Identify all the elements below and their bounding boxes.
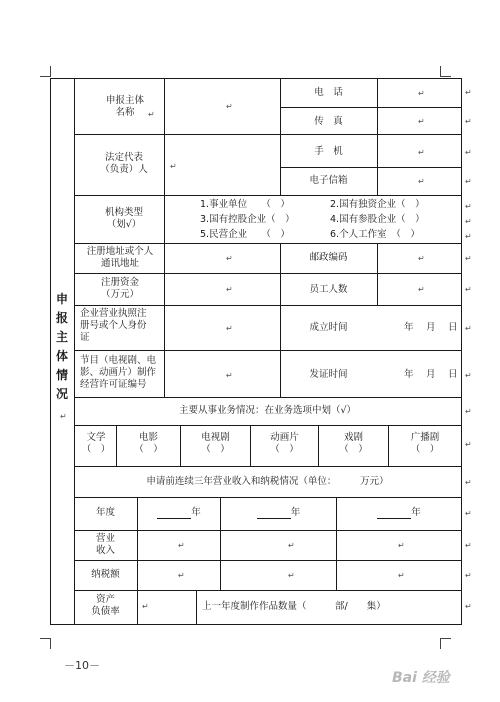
applicant-name-label-line: 申报主体 [105, 95, 144, 106]
license-label-line: 证 [80, 332, 90, 343]
business-option-mark: （ ） [339, 444, 368, 455]
business-option-name: 动画片 [270, 432, 299, 443]
year-suffix: 年 [290, 507, 301, 518]
year-blank [157, 508, 191, 519]
permit-label-line: 节目（电视剧、电 [80, 355, 157, 366]
org-type-option-1[interactable]: 1.事业单位 （ ） [200, 199, 290, 210]
margin-mark: ↵ [465, 285, 472, 294]
applicant-name-label-line: 名称 [115, 107, 135, 118]
org-type-option-3[interactable]: 3.国有控股企业（ ） [200, 214, 295, 225]
year-suffix: 年 [191, 507, 201, 518]
margin-mark: ↵ [465, 440, 472, 449]
business-option-name: 广播剧 [410, 432, 440, 443]
founded-date-field[interactable]: 年 月 日 [404, 322, 458, 333]
debt-ratio-label [74, 594, 137, 618]
works-count-field[interactable]: 上一年度制作作品数量（ 部/ 集） [202, 601, 386, 612]
business-option-radio-drama[interactable] [389, 432, 461, 456]
section-title-char: 申 [55, 292, 68, 306]
org-type-label-line: 机构类型 [104, 207, 143, 218]
business-option-mark: （ ） [410, 444, 440, 455]
section-title-applicant-info [50, 290, 74, 404]
postcode-label: 邮政编码 [309, 252, 348, 263]
business-option-name: 文学 [86, 432, 106, 443]
margin-mark: ↵ [465, 571, 472, 580]
crop-mark-bottom-right [440, 638, 451, 649]
revenue-label [74, 533, 137, 557]
fax-field-mark: ↵ [418, 117, 425, 126]
page-number: －10－ [64, 659, 100, 672]
business-option-mark: （ ） [270, 444, 299, 455]
revenue-label-line: 收入 [95, 545, 115, 556]
license-label-line: 企业营业执照注 [80, 308, 147, 319]
license-label [80, 308, 147, 344]
business-option-tv-drama[interactable] [181, 432, 250, 456]
section-title-char: 情 [55, 368, 68, 382]
address-label [76, 246, 164, 270]
fax-label: 传 真 [314, 116, 343, 127]
address-label-line: 注册地址或个人 [86, 246, 154, 257]
staff-label: 员工人数 [309, 284, 348, 295]
legal-rep-label-line: 法定代表 [104, 152, 143, 163]
margin-mark: ↵ [465, 202, 472, 211]
revenue-field-2[interactable] [221, 531, 336, 560]
debt-ratio-label-line: 资产 [95, 594, 115, 605]
section-title-char: 主 [55, 330, 68, 344]
margin-mark: ↵ [465, 232, 472, 241]
crop-mark-bottom-left [40, 638, 51, 649]
margin-mark: ↵ [465, 509, 472, 518]
margin-mark: ↵ [465, 88, 472, 97]
section-return-mark: ↵ [60, 412, 67, 421]
margin-mark: ↵ [465, 117, 472, 126]
revenue-label-line: 营业 [95, 533, 115, 544]
issue-date-field[interactable]: 年 月 日 [404, 369, 458, 380]
year-blank [377, 508, 411, 519]
tax-field-1-mark: ↵ [178, 571, 185, 580]
margin-mark: ↵ [465, 541, 472, 550]
org-type-label-line: （划√） [106, 219, 142, 230]
org-type-option-4[interactable]: 4.国有参股企业（ ） [330, 214, 425, 225]
tax-label: 纳税额 [91, 569, 120, 580]
phone-label: 电 话 [314, 87, 343, 98]
phone-field-mark: ↵ [418, 89, 425, 98]
margin-mark: ↵ [465, 407, 472, 416]
business-option-literature[interactable] [76, 432, 116, 456]
mobile-field-mark: ↵ [418, 148, 425, 157]
capital-field-mark: ↵ [226, 285, 233, 294]
legal-rep-label-line: （负责）人 [100, 164, 148, 175]
email-field-mark: ↵ [418, 177, 425, 186]
email-label: 电子信箱 [309, 175, 348, 186]
debt-ratio-field-mark: ↵ [142, 602, 149, 611]
section-title-char: 报 [55, 311, 68, 325]
applicant-name-label-mark: ↵ [148, 110, 155, 119]
business-heading: 主要从事业务情况：在业务选项中划（√） [178, 405, 357, 416]
address-field-mark: ↵ [226, 254, 233, 263]
legal-rep-field[interactable] [165, 135, 279, 195]
business-option-name: 戏剧 [343, 432, 363, 443]
margin-mark: ↵ [465, 148, 472, 157]
crop-mark-top-right [440, 66, 451, 77]
watermark: Bai 经验 [392, 670, 450, 686]
tax-field-2[interactable] [221, 561, 336, 590]
postcode-field-mark: ↵ [418, 254, 425, 263]
mobile-label: 手 机 [314, 146, 343, 157]
business-option-animation[interactable] [251, 432, 318, 456]
permit-label [80, 355, 156, 391]
section-title-char: 体 [55, 349, 68, 363]
permit-label-line: 影、动画片）制作 [80, 367, 157, 378]
permit-field[interactable] [165, 351, 279, 397]
year-field-1[interactable] [138, 507, 220, 519]
crop-mark-top-left [40, 66, 51, 77]
permit-label-line: 经营许可证编号 [80, 379, 147, 390]
revenue-field-3-mark: ↵ [398, 541, 405, 550]
org-type-option-2[interactable]: 2.国有独资企业（ ） [330, 199, 425, 210]
issue-date-label: 发证时间 [309, 369, 348, 380]
margin-mark: ↵ [465, 602, 472, 611]
year-label: 年度 [95, 507, 115, 518]
business-option-theater[interactable] [319, 432, 388, 456]
license-field[interactable] [165, 306, 279, 350]
org-type-option-6[interactable]: 6.个人工作室 （ ） [330, 229, 420, 240]
business-option-name: 电视剧 [201, 432, 230, 443]
section-title-char: 况 [55, 387, 68, 401]
legal-rep-label [86, 152, 162, 176]
revenue-heading: 申请前连续三年营业收入和纳税情况（单位： 万元） [146, 476, 389, 487]
tax-field-3-mark: ↵ [398, 571, 405, 580]
year-suffix: 年 [411, 507, 421, 518]
year-field-3[interactable] [337, 507, 461, 519]
capital-label-line: 注册资金 [100, 277, 139, 288]
staff-field-mark: ↵ [418, 285, 425, 294]
business-option-mark: （ ） [134, 444, 163, 455]
margin-mark: ↵ [465, 177, 472, 186]
margin-mark: ↵ [465, 217, 472, 226]
permit-field-mark: ↵ [226, 371, 233, 380]
legal-rep-field-mark: ↵ [170, 162, 177, 171]
address-label-line: 通讯地址 [100, 258, 139, 269]
org-type-label [86, 207, 162, 231]
applicant-name-field-mark: ↵ [226, 102, 233, 111]
year-field-2[interactable] [221, 507, 336, 519]
business-option-mark: （ ） [201, 444, 230, 455]
capital-label [76, 277, 164, 301]
founded-label: 成立时间 [309, 322, 348, 333]
org-type-option-5[interactable]: 5.民营企业 （ ） [200, 229, 290, 240]
tax-field-2-mark: ↵ [288, 571, 295, 580]
business-option-name: 电影 [138, 432, 158, 443]
revenue-field-1-mark: ↵ [178, 541, 185, 550]
applicant-name-field[interactable] [165, 79, 279, 134]
margin-mark: ↵ [465, 324, 472, 333]
debt-ratio-label-line: 负债率 [91, 606, 120, 617]
margin-mark: ↵ [465, 371, 472, 380]
business-option-mark: （ ） [81, 444, 111, 455]
year-blank [257, 508, 291, 519]
capital-field[interactable] [165, 274, 279, 305]
address-field[interactable] [165, 244, 279, 273]
license-label-line: 册号或个人身份 [80, 320, 147, 331]
margin-mark: ↵ [465, 478, 472, 487]
business-option-film[interactable] [117, 432, 180, 456]
margin-mark: ↵ [465, 254, 472, 263]
license-field-mark: ↵ [226, 324, 233, 333]
capital-label-line: （万元） [100, 289, 139, 300]
revenue-field-2-mark: ↵ [288, 541, 295, 550]
